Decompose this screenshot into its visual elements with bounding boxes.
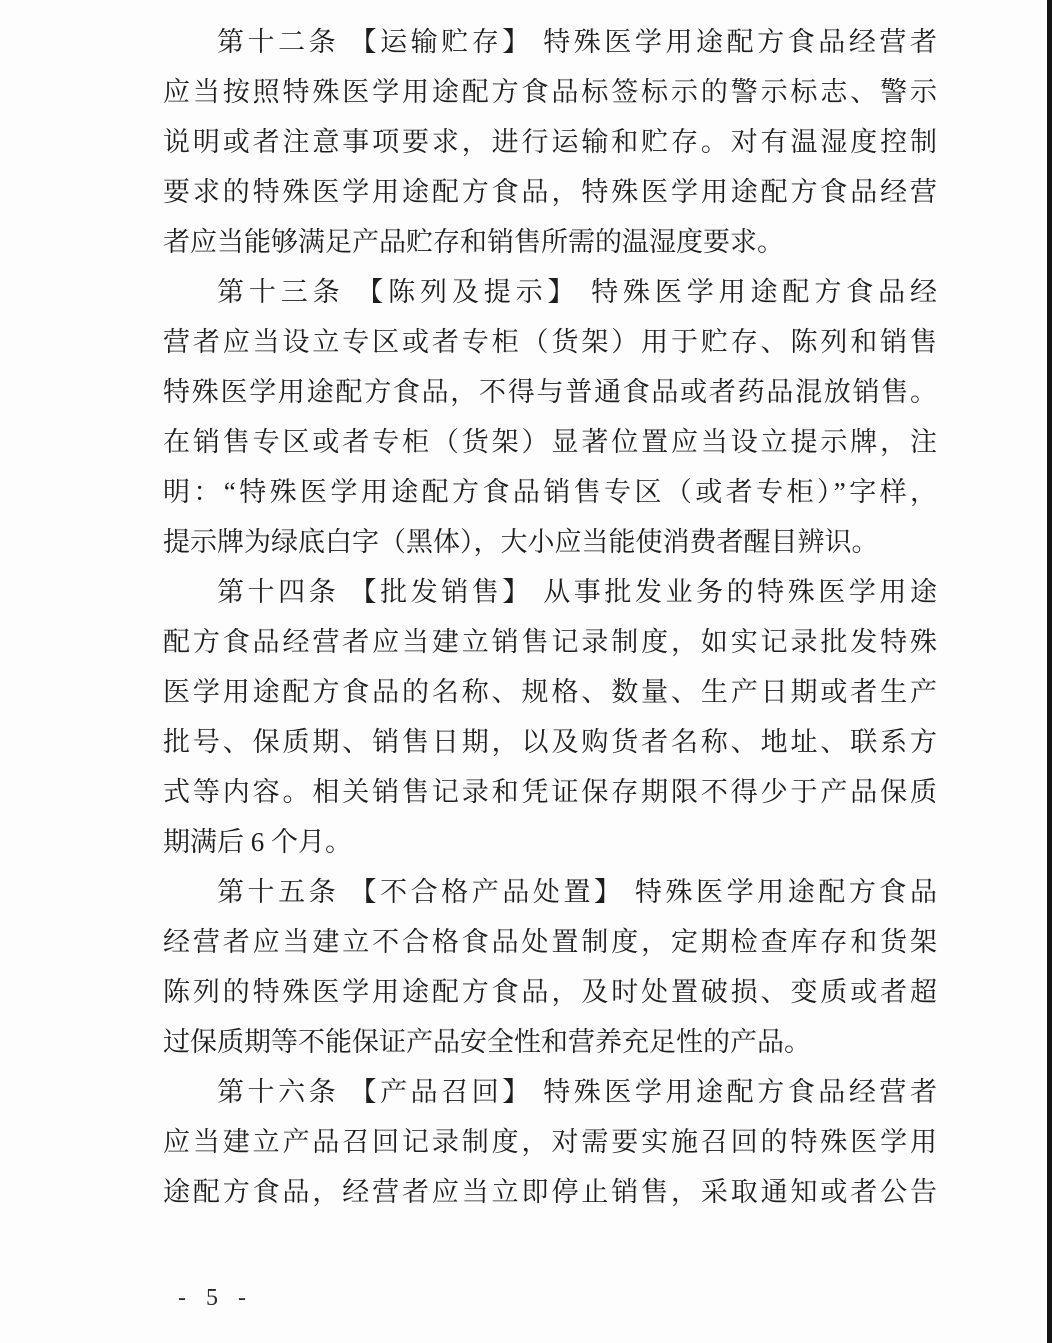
text-line: 明：“特殊医学用途配方食品销售专区（或者专柜）”字样，	[163, 477, 937, 507]
text-line: 特殊医学用途配方食品，不得与普通食品或者药品混放销售。	[163, 377, 937, 407]
text-line: 要求的特殊医学用途配方食品，特殊医学用途配方食品经营	[163, 177, 937, 207]
text-line: 配方食品经营者应当建立销售记录制度，如实记录批发特殊	[163, 627, 937, 657]
page-number: - 5 -	[178, 1285, 248, 1311]
paragraph	[163, 1067, 937, 1217]
text-line: 提示牌为绿底白字（黑体），大小应当能使消费者醒目辨识。	[163, 527, 879, 557]
text-line: 陈列的特殊医学用途配方食品，及时处置破损、变质或者超	[163, 977, 937, 1007]
text-line: 应当建立产品召回记录制度，对需要实施召回的特殊医学用	[163, 1127, 937, 1157]
text-line: 第十四条 【批发销售】 从事批发业务的特殊医学用途	[217, 577, 937, 607]
text-line: 批号、保质期、销售日期，以及购货者名称、地址、联系方	[163, 727, 937, 757]
text-line: 者应当能够满足产品贮存和销售所需的温湿度要求。	[163, 227, 784, 257]
text-line: 第十六条 【产品召回】 特殊医学用途配方食品经营者	[217, 1077, 937, 1107]
text-line: 说明或者注意事项要求，进行运输和贮存。对有温湿度控制	[163, 127, 937, 157]
text-line: 第十二条 【运输贮存】 特殊医学用途配方食品经营者	[217, 27, 937, 57]
text-line: 在销售专区或者专柜（货架）显著位置应当设立提示牌，注	[163, 427, 937, 457]
paragraph	[163, 567, 937, 867]
scan-edge-line	[1047, 0, 1052, 1343]
paragraph	[163, 267, 937, 567]
text-line: 应当按照特殊医学用途配方食品标签标示的警示标志、警示	[163, 77, 937, 107]
document-body	[163, 17, 937, 1217]
paragraph	[163, 867, 937, 1067]
text-line: 第十三条 【陈列及提示】 特殊医学用途配方食品经	[217, 277, 937, 307]
text-line: 期满后 6 个月。	[163, 827, 352, 857]
text-line: 经营者应当建立不合格食品处置制度，定期检查库存和货架	[163, 927, 937, 957]
text-line: 营者应当设立专区或者专柜（货架）用于贮存、陈列和销售	[163, 327, 937, 357]
text-line: 第十五条 【不合格产品处置】 特殊医学用途配方食品	[217, 877, 937, 907]
text-line: 医学用途配方食品的名称、规格、数量、生产日期或者生产	[163, 677, 937, 707]
text-line: 过保质期等不能保证产品安全性和营养充足性的产品。	[163, 1027, 811, 1057]
paragraph	[163, 17, 937, 267]
text-line: 式等内容。相关销售记录和凭证保存期限不得少于产品保质	[163, 777, 937, 807]
text-line: 途配方食品，经营者应当立即停止销售，采取通知或者公告	[163, 1177, 937, 1207]
